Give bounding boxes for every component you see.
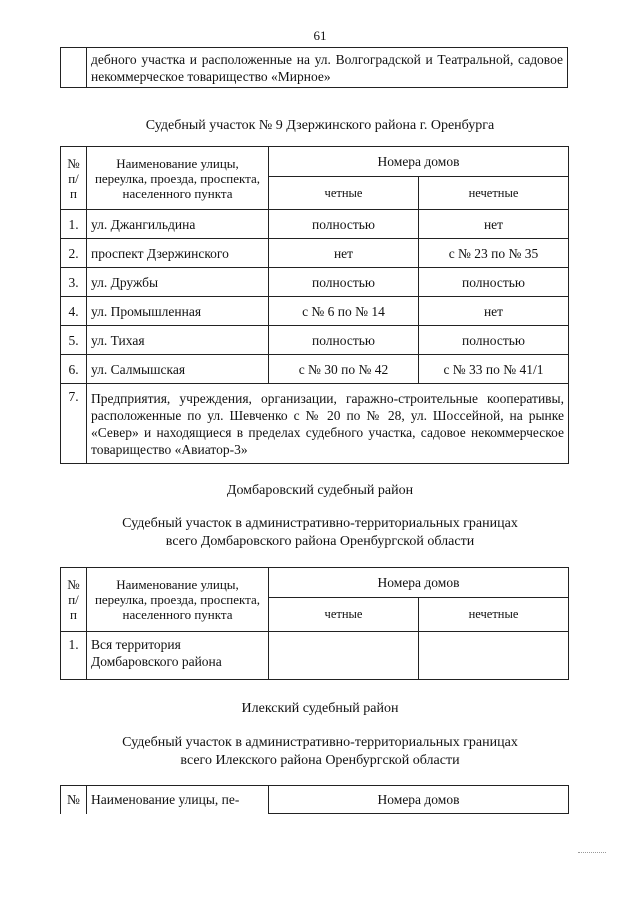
row-street: ул. Дружбы [87,268,269,297]
page-number: 61 [313,28,327,43]
section3-title-line1: Судебный участок в административно-территориальных границах [122,735,518,750]
header-num: № п/п [61,147,87,210]
table-row [61,384,569,464]
row-organizations-text: Предприятия, учреждения, организации, гаражно-строительные кооперативы, расположенные по ул. Шевченко с № 20 по № 28, ул. Шоссейной, на рынке «Север» и находящиеся в пределах судебного участка, садовое некоммерческое товарищество «Авиатор-3» [87,384,569,464]
row-odd [419,632,569,680]
header-num: № [61,786,87,814]
table-row [61,239,569,268]
row-odd: с № 23 по № 35 [419,239,569,268]
row-even [269,632,419,680]
row-even: с № 6 по № 14 [269,297,419,326]
section2-district-title: Домбаровский судебный район [226,483,414,498]
header-name: Наименование улицы, переулка, проезда, проспекта, населенного пункта [87,147,269,210]
row-even: с № 30 по № 42 [269,355,419,384]
scan-mark [578,852,606,854]
row-street: ул. Салмышская [87,355,269,384]
row-street: проспект Дзержинского [87,239,269,268]
section3-title-line2: всего Илекского района Оренбургской области [180,753,460,768]
row-num: 7. [61,384,87,464]
header-odd: нечетные [419,177,569,210]
section1-table [60,146,569,464]
header-name: Наименование улицы, переулка, проезда, проспекта, населенного пункта [87,568,269,632]
table-row [61,268,569,297]
section3-table [60,785,569,814]
row-odd: с № 33 по № 41/1 [419,355,569,384]
row-even: полностью [269,326,419,355]
row-street: ул. Тихая [87,326,269,355]
row-odd: полностью [419,326,569,355]
table-row [61,326,569,355]
header-name: Наименование улицы, пе- [87,786,269,814]
row-num: 5. [61,326,87,355]
section3-district-title: Илекский судебный район [241,701,399,716]
row-street: Вся территория Домбаровского района [87,632,269,680]
row-odd: нет [419,297,569,326]
row-street: ул. Промышленная [87,297,269,326]
header-num: № п/п [61,568,87,632]
row-num: 3. [61,268,87,297]
table-row [61,355,569,384]
section2-table [60,567,569,680]
table-row [61,632,569,680]
row-num: 6. [61,355,87,384]
row-num: 1. [61,210,87,239]
section1-title: Судебный участок № 9 Дзержинского района г. Оренбурга [145,118,495,133]
row-num: 1. [61,632,87,680]
row-odd: полностью [419,268,569,297]
table-row [61,210,569,239]
row-even: полностью [269,268,419,297]
table-row [61,297,569,326]
continuation-num-cell [61,48,87,88]
row-even: нет [269,239,419,268]
section2-title-line2: всего Домбаровского района Оренбургской области [165,534,475,549]
header-odd: нечетные [419,598,569,632]
row-num: 4. [61,297,87,326]
header-houses: Номера домов [269,147,569,177]
header-even: четные [269,598,419,632]
header-even: четные [269,177,419,210]
row-street: ул. Джангильдина [87,210,269,239]
continuation-table [60,47,568,88]
row-odd: нет [419,210,569,239]
row-even: полностью [269,210,419,239]
header-houses: Номера домов [269,786,569,814]
row-num: 2. [61,239,87,268]
header-houses: Номера домов [269,568,569,598]
section2-title-line1: Судебный участок в административно-территориальных границах [122,516,518,531]
continuation-text: дебного участка и расположенные на ул. Волгоградской и Театральной, садовое некоммерческое товарищество «Мирное» [87,48,568,88]
